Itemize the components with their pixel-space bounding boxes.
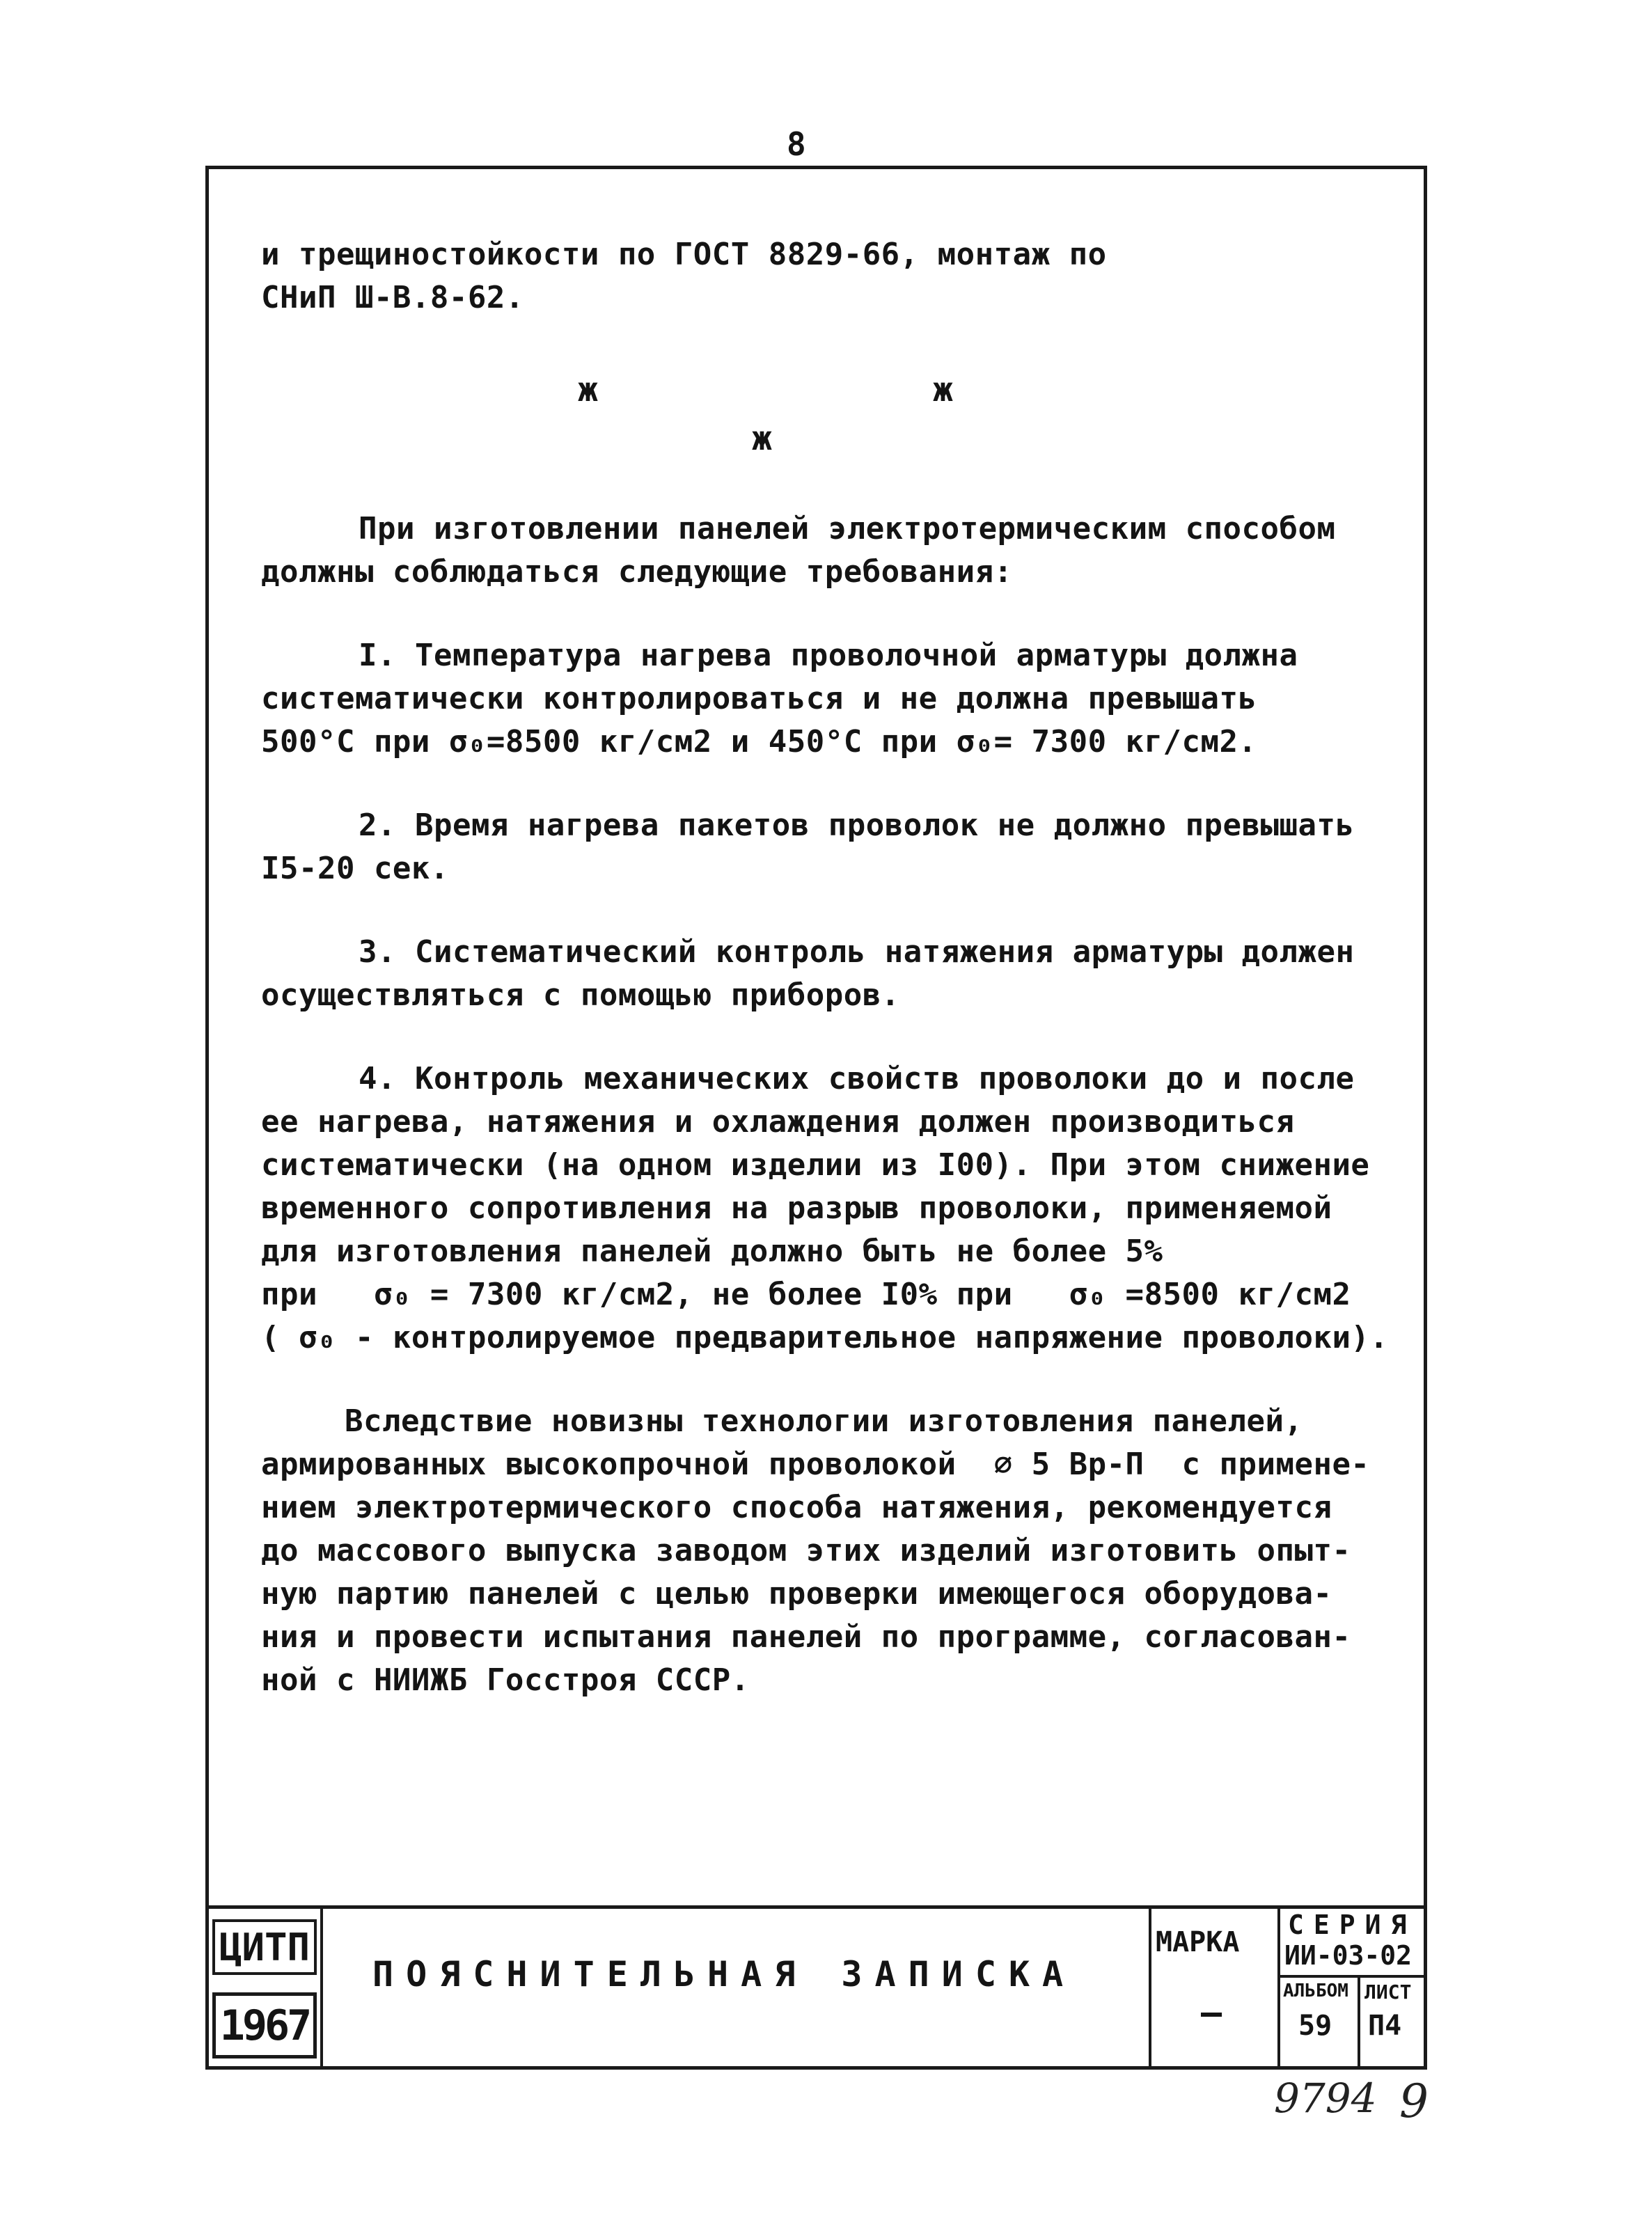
text-line: ния и провести испытания панелей по программе, согласован- [261, 1619, 1351, 1655]
text-line: Вследствие новизны технологии изготовления панелей, [345, 1403, 1303, 1439]
document-body [261, 233, 1403, 1702]
requirement-item-2 [261, 804, 1403, 890]
list-value: П4 [1368, 2010, 1402, 2042]
stamp-mark: ЦИТП [212, 1919, 317, 1975]
page-number: 8 [787, 125, 806, 163]
title-block-divider [320, 1905, 323, 2070]
text-line: 500°С при σ₀=8500 кг/см2 и 450°С при σ₀= 7300 кг/см2. [261, 724, 1257, 759]
requirement-item-3 [261, 931, 1403, 1017]
text-line: ее нагрева, натяжения и охлаждения должен производиться [261, 1104, 1295, 1140]
asterisk-mark: ж [578, 370, 599, 409]
marka-label: МАРКА [1156, 1926, 1240, 1958]
album-value: 59 [1298, 2010, 1332, 2042]
text-line: При изготовлении панелей электротермическим способом [359, 511, 1336, 546]
handwritten-code: 9794 [1274, 2075, 1377, 2122]
text-line: осуществляться с помощью приборов. [261, 977, 900, 1013]
requirement-item-4 [261, 1057, 1403, 1360]
separator-asterisks [261, 361, 1403, 480]
text-line: СНиП Ш-В.8-62. [261, 280, 524, 315]
text-line: 2. Время нагрева пакетов проволок не должно превышать [359, 808, 1355, 843]
year-box: 1967 [212, 1992, 317, 2058]
lead-paragraph [261, 507, 1403, 594]
text-line: I5-20 сек. [261, 851, 449, 886]
title-block-divider [1149, 1905, 1151, 2070]
asterisk-mark: ж [752, 419, 773, 458]
text-line: для изготовления панелей должно быть не более 5% [261, 1234, 1163, 1269]
title-block-divider [1277, 1975, 1427, 1978]
asterisk-mark: ж [933, 370, 954, 409]
text-line: при σ₀ = 7300 кг/см2, не более I0% при σ₀ =8500 кг/см2 [261, 1277, 1351, 1312]
text-line: до массового выпуска заводом этих изделий изготовить опыт- [261, 1533, 1351, 1568]
seriya-value: ИИ-03-02 [1284, 1940, 1413, 1971]
marka-value: — [1201, 1992, 1222, 2033]
text-line: временного сопротивления на разрыв проволоки, применяемой [261, 1190, 1332, 1226]
text-line: ной с НИИЖБ Госстроя СССР. [261, 1662, 750, 1698]
text-line: и трещиностойкости по ГОСТ 8829-66, монтаж по [261, 237, 1107, 272]
text-line: ( σ₀ - контролируемое предварительное напряжение проволоки). [261, 1320, 1389, 1355]
document-title: ПОЯСНИТЕЛЬНАЯ ЗАПИСКА [372, 1954, 1076, 1994]
text-line: систематически (на одном изделии из I00). При этом снижение [261, 1147, 1370, 1183]
title-block-divider [1358, 1975, 1360, 2070]
handwritten-code: 9 [1399, 2075, 1429, 2128]
title-block [205, 1905, 1427, 2070]
album-label: АЛЬБОМ [1283, 1981, 1348, 2001]
list-label: ЛИСТ [1364, 1981, 1412, 2003]
text-line: должны соблюдаться следующие требования: [261, 554, 1013, 590]
text-line: систематически контролироваться и не должна превышать [261, 681, 1257, 716]
requirement-item-1 [261, 634, 1403, 764]
closing-paragraph [261, 1400, 1403, 1702]
text-line: I. Температура нагрева проволочной арматуры должна [359, 638, 1298, 673]
text-line: 4. Контроль механических свойств проволоки до и после [359, 1061, 1355, 1096]
title-block-divider [1277, 1905, 1280, 2070]
intro-paragraph [261, 233, 1403, 320]
text-line: 3. Систематический контроль натяжения арматуры должен [359, 934, 1355, 970]
seriya-label: СЕРИЯ [1288, 1910, 1417, 1940]
title-block-top-rule [205, 1905, 1427, 1909]
text-line: нием электротермического способа натяжения, рекомендуется [261, 1490, 1332, 1525]
text-line: армированных высокопрочной проволокой ∅ 5 Вр-П с примене- [261, 1447, 1370, 1482]
text-line: ную партию панелей с целью проверки имеющегося оборудова- [261, 1576, 1332, 1612]
